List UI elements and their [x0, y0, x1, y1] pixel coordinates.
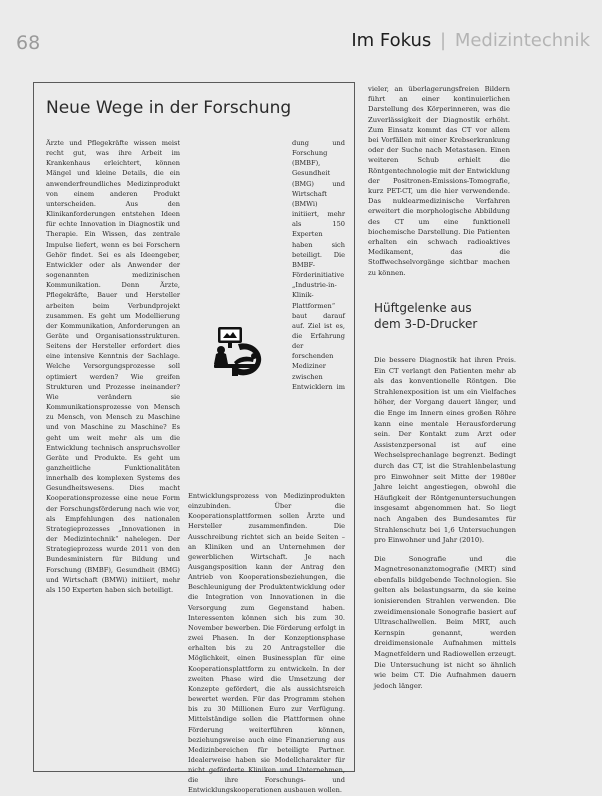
sidebar-body [374, 355, 516, 775]
section-header [351, 30, 590, 51]
article-column-left [46, 138, 180, 760]
sidebar-paragraph-1: Die bessere Diagnostik hat ihren Preis. Ein CT verlangt den Patienten mehr ab als das konventionelle Röntgen. Die Strahlenexposition ist um ein Vielfaches höher, der Vorgang dauert länger, und die Enge im Innern eines großen Röhre kann eine mentale Herausforderung sein. Der Kontakt zum Arzt oder Assistenzpersonal ist auf eine Wechselsprechanlage begrenzt. Bedingt durch das CT, ist die Strahlenbelastung pro Einwohner seit Mitte der 1980er Jahre leicht angestiegen, obwohl die Häufigkeit der Röntgenuntersuchungen insgesamt abgenommen hat. So liegt nach Angaben des Bundesamtes für Strahlenschutz bei 1,6 Untersuchungen pro Einwohner und Jahr (2010). [374, 356, 516, 545]
subheading-line-1: Hüftgelenke aus [374, 301, 472, 315]
sidebar-paragraph-2: Die Sonografie und die Magnetresonanztomografie (MRT) sind ebenfalls bildgebende Technologien. Sie gelten als belastungsarm, da sie keine ionisierenden Strahlen verwenden. Die zweidimensionale Sonografie basiert auf Ultraschallwellen. Beim MRT, auch Kernspin genannt, werden dreidimensionale Aufnahmen mittels Magnetfeldern und Radiowellen erzeugt. Die Untersuchung ist nicht so ähnlich wie beim CT. Die Aufnahmen dauern jedoch länger. [374, 554, 516, 690]
page-number: 68 [16, 32, 41, 54]
subsection-title: Medizintechnik [454, 30, 590, 51]
article-text-a: Ärzte und Pflegekräfte wissen meist recht gut, was ihre Arbeit im Krankenhaus erleichtert, können Mängel und kleine Details, die ein anwenderfreundliches Medizinprodukt von einem anderen Produkt unterscheiden. Aus den Klinikanforderungen entstehen Ideen für echte Innovation in Diagnostik und Therapie. Ein Wissen, das zentrale Impulse liefert, wenn es bei Forschern Gehör findet. Sei es als Ideengeber, Entwickler oder als Anwender der sogenannten medizinischen Kommunikation. Denn Ärzte, Pflegekräfte, Bauer und Hersteller arbeiten beim Verbundprojekt zusammen. Es geht um Modellierung der Kommunikation, Anforderungen an Geräte und Organisationsstrukturen. Seitens der Hersteller erfordert dies eine intensive Kenntnis der Sachlage. Welche Versorgungsprozesse soll optimiert werden? Wie greifen Strukturen und Prozesse ineinander? Wie verändern sie Kommunikationsprozesse von Mensch zu Mensch, von Mensch zu Maschine und von Maschine zu Maschine? Es geht um weit mehr als um die Entwicklung technisch anspruchsvoller Geräte und Produkte. Es geht um ganzheitliche Funktionalitäten innerhalb des komplexen Systems des Gesundheitswesens. Dies macht Kooperationsprozesse eine neue Form der Forschungsförderung nach wie vor, als Empfehlungen des nationalen Strategieprozesses „Innovationen in der Medizintechnik“ nahelegen. Der Strategieprozess wurde 2011 von den Bundesministern für Bildung und Forschung (BMBF), Gesundheit (BMG) und Wirtschaft (BMWi) initiiert, mehr als 150 Experten haben sich beteiligt. [46, 139, 180, 594]
section-title: Im Fokus [351, 30, 432, 51]
ct-scanner-icon [212, 326, 268, 378]
section-separator: | [440, 30, 447, 51]
sidebar-intro-text: vieler, an überlagerungsfreien Bildern führt an einer kontinuierlichen Darstellung des Körperinneren, was die Zuverlässigkeit der Diagnostik erhöht. Zum Einsatz kommt das CT vor allem bei Vorfällen mit einer Krebserkrankung oder der Suche nach Metastasen. Einen weiteren Schub erhielt die Röntgentechnologie mit der Entwicklung der Positronen-Emissions-Tomografie, kurz PET-CT, um die hier verwendende. Das nuklearmedizinische Verfahren erweitert die morphologische Abbildung des CT um eine funktionell biochemische Darstellung. Die Patienten erhalten ein schwach radioaktives Medikament, das die Stoffwechselvorgänge sichtbar machen zu können. [368, 85, 511, 277]
sidebar-subheading [374, 300, 477, 332]
article-text-b: dung und Forschung (BMBF), Gesundheit (BMG) und Wirtschaft (BMWi) initiiert, mehr als 150 Experten haben sich beteiligt. Die BMBF-Förderinitiative „Industrie-in-Klinik-Plattformen“ baut darauf auf. Ziel ist es, die Erfahrung der forschenden Mediziner zwischen Entwicklern im Entwicklungsprozess von Medizinprodukten einzubinden. Über die Kooperationsplattformen sollen Ärzte und Hersteller zusammenfinden. Die Ausschreibung richtet sich an beide Seiten – an Kliniken und an Unternehmen der gewerblichen Wirtschaft. Je nach Ausgangsposition kann der Antrag den Antrieb von Kooperationsbeziehungen, die Beschleunigung der Produktentwicklung oder die Integration von Innovationen in die Versorgung zum Gegenstand haben. Interessenten können sich bis zum 30. November bewerben. Die Förderung erfolgt in zwei Phasen. In der Konzeptionsphase erhalten bis zu 20 Antragsteller die Möglichkeit, einen Businessplan für eine Kooperationsplattform zu entwickeln. In der zweiten Phase wird die Umsetzung der Konzepte gefördert, die als aussichtsreich bewertet werden. Für das Programm stehen bis zu 30 Millionen Euro zur Verfügung. Mittelständige sollen die Plattformen ohne Förderung weiterführen können, beziehungsweise auch eine Finanzierung aus Medizinbereichen für beteiligte Partner. Idealerweise haben sie Modellcharakter für nicht geförderte Kliniken und Unternehmen, die ihre Forschungs- und Entwicklungskooperationen ausbauen wollen. [188, 139, 345, 795]
sidebar-intro [368, 84, 511, 277]
article-column-right [188, 138, 345, 795]
subheading-line-2: dem 3-D-Drucker [374, 317, 478, 331]
article-title: Neue Wege in der Forschung [46, 98, 292, 118]
ct-scanner-glyph [214, 327, 261, 376]
